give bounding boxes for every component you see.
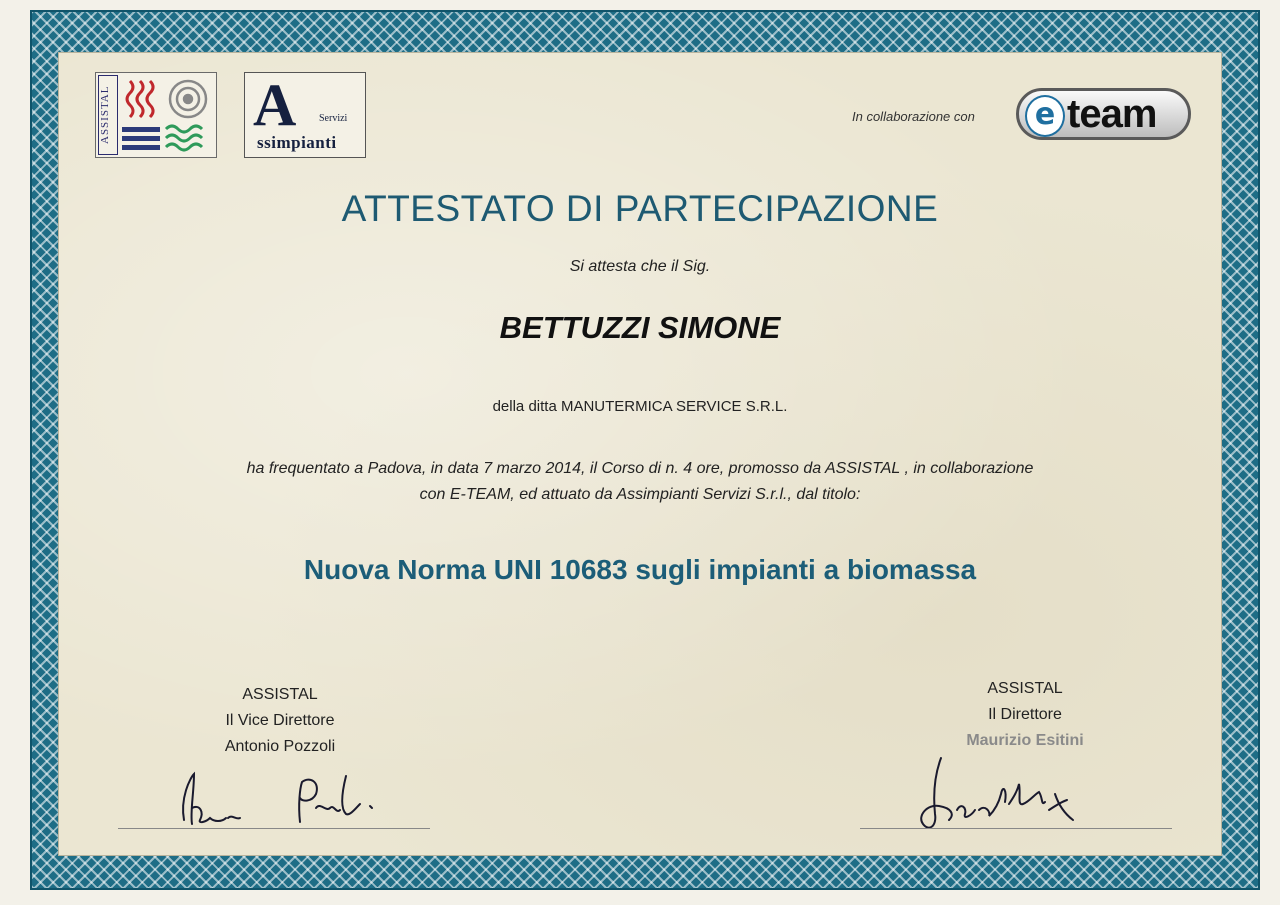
- assimpianti-logo-letter: A: [253, 72, 297, 138]
- description-line-1: ha frequentato a Padova, in data 7 marzo 2014, il Corso di n. 4 ore, promosso da ASSISTAL , in collaborazione: [246, 460, 1034, 477]
- signature-left-handwriting: [170, 768, 410, 832]
- participant-name: BETTUZZI SIMONE: [499, 310, 781, 345]
- course-description: [0, 456, 1280, 508]
- assimpianti-logo-word: ssimpianti: [257, 133, 337, 152]
- signature-right-org: ASSISTAL: [987, 680, 1063, 697]
- certificate-intro: Si attesta che il Sig.: [569, 258, 711, 275]
- signature-right-role: Il Direttore: [988, 706, 1062, 723]
- signature-right-person: Maurizio Esitini: [966, 732, 1084, 749]
- signature-block-left: [130, 682, 430, 760]
- signature-block-right: [880, 676, 1170, 754]
- assimpianti-logo: [244, 72, 366, 158]
- assistal-logo: [95, 72, 217, 158]
- signature-line-left: [118, 828, 430, 829]
- assimpianti-logo-servizi: Servizi: [319, 113, 348, 124]
- assistal-logo-text: ASSISTAL: [98, 75, 118, 155]
- collaboration-label: In collaborazione con: [852, 109, 975, 124]
- signature-line-right: [860, 828, 1172, 829]
- eteam-logo-word: team: [1067, 92, 1157, 136]
- eteam-logo-letter: e: [1025, 95, 1065, 137]
- certificate-title: ATTESTATO DI PARTECIPAZIONE: [341, 188, 939, 229]
- company-line: della ditta MANUTERMICA SERVICE S.R.L.: [492, 398, 788, 415]
- course-title: Nuova Norma UNI 10683 sugli impianti a biomassa: [303, 554, 977, 585]
- description-line-2: con E-TEAM, ed attuato da Assimpianti Servizi S.r.l., dal titolo:: [419, 486, 861, 503]
- signature-left-org: ASSISTAL: [242, 686, 318, 703]
- signature-right-handwriting: [905, 754, 1125, 834]
- assistal-logo-mark: [122, 77, 212, 153]
- signature-left-person: Antonio Pozzoli: [224, 738, 336, 755]
- eteam-logo: [1016, 88, 1191, 140]
- signature-left-role: Il Vice Direttore: [225, 712, 335, 729]
